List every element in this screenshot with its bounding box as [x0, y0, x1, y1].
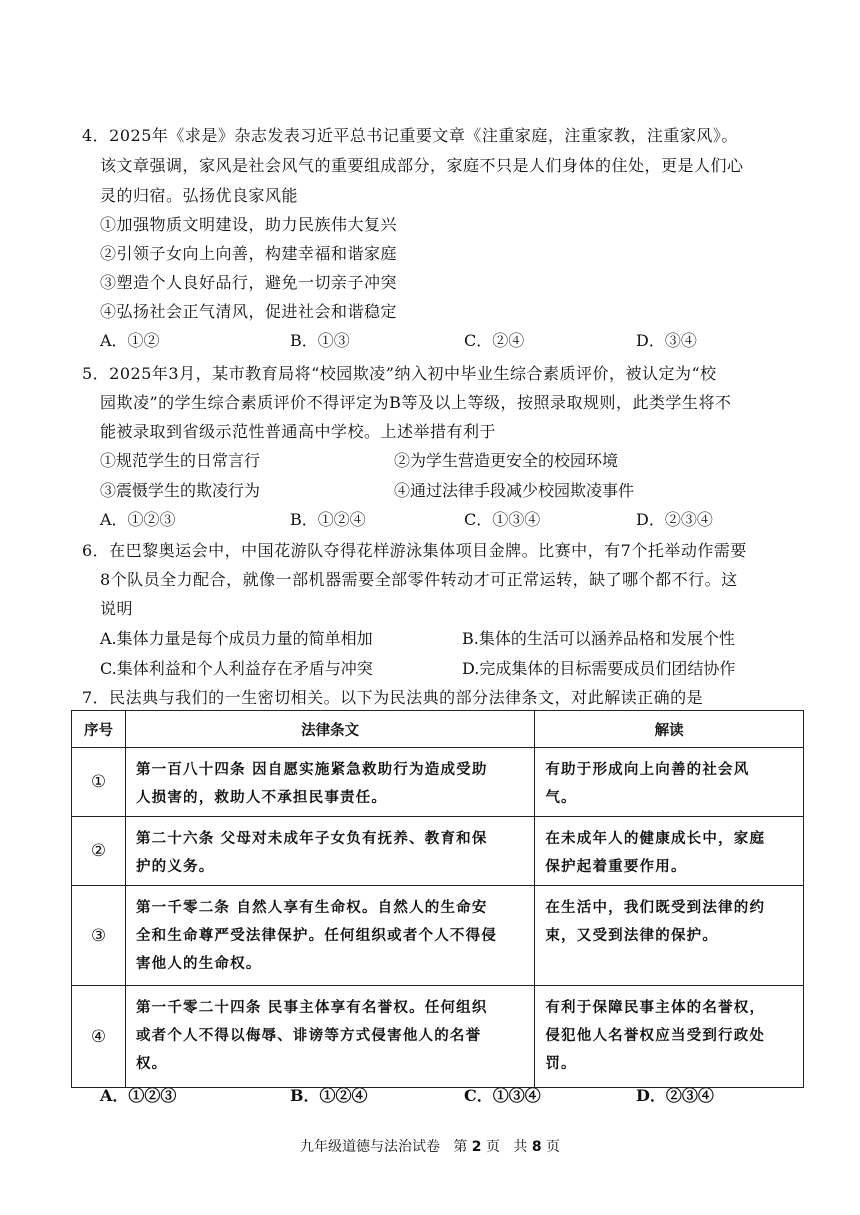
q4-item-1: ①加强物质文明建设，助力民族伟大复兴: [100, 215, 398, 234]
row-number: ③: [72, 886, 126, 986]
q4-item-4: ④弘扬社会正气清风，促进社会和谐稳定: [100, 302, 398, 321]
row-number: ①: [72, 748, 126, 817]
interpretation-line: 有利于保障民事主体的名誉权，: [545, 1000, 766, 1016]
q5-option-d: D．②③④: [636, 510, 713, 529]
table-header-row: [72, 711, 804, 748]
q5-line-3: 能被录取到省级示范性普通高中学校。上述举措有利于: [100, 422, 497, 441]
row-number: ④: [72, 986, 126, 1088]
q5-item-2: ②为学生营造更安全的校园环境: [394, 451, 619, 470]
q6-line-1: 6．在巴黎奥运会中，中国花游队夺得花样游泳集体项目金牌。比赛中，有7个托举动作需要: [82, 541, 747, 560]
q6-option-d: D.完成集体的目标需要成员们团结协作: [462, 659, 736, 678]
header-interpretation: 解读: [535, 711, 804, 748]
interpretation-line: 在未成年人的健康成长中，家庭: [545, 831, 766, 847]
law-article: [125, 748, 534, 817]
footer-page-prefix: 第: [453, 1139, 468, 1155]
q5-option-c: C．①③④: [464, 510, 541, 529]
law-article: [125, 986, 534, 1088]
q4-line-2: 该文章强调，家风是社会风气的重要组成部分，家庭不只是人们身体的住处，更是人们心: [100, 156, 744, 175]
q4-line-3: 灵的归宿。弘扬优良家风能: [100, 186, 299, 205]
q5-item-3: ③震慑学生的欺凌行为: [100, 481, 261, 500]
q4-item-3: ③塑造个人良好品行，避免一切亲子冲突: [100, 273, 398, 292]
law-article-line: 全和生命尊严受法律保护。任何组织或者个人不得侵: [135, 928, 498, 944]
q7-stem: 7．民法典与我们的一生密切相关。以下为民法典的部分法律条文，对此解读正确的是: [82, 688, 704, 707]
q6-line-2: 8个队员全力配合，就像一部机器需要全部零件转动才可正常运转，缺了哪个都不行。这: [100, 570, 738, 589]
page-footer: [0, 1136, 860, 1156]
interpretation-line: 侵犯他人名誉权应当受到行政处: [545, 1028, 766, 1044]
law-article-line: 害他人的生命权。: [135, 956, 262, 972]
law-article-line: 第一千零二十四条 民事主体享有名誉权。任何组织: [135, 1000, 488, 1016]
law-article-line: 权。: [135, 1056, 168, 1072]
interpretation-line: 气。: [545, 790, 577, 806]
q7-option-b: B．①②④: [290, 1086, 368, 1105]
interpretation: [535, 886, 804, 986]
interpretation: [535, 986, 804, 1088]
q7-option-a: A．①②③: [100, 1086, 177, 1105]
q4-option-c: C．②④: [464, 331, 525, 350]
law-article-line: 或者个人不得以侮辱、诽谤等方式侵害他人的名誉: [135, 1028, 482, 1044]
law-article-line: 护的义务。: [135, 859, 215, 875]
q6-line-3: 说明: [100, 599, 134, 618]
q7-option-c: C．①③④: [464, 1086, 541, 1105]
interpretation-line: 有助于形成向上向善的社会风: [545, 762, 750, 778]
q4-item-2: ②引领子女向上向善，构建幸福和谐家庭: [100, 244, 398, 263]
table-row: [72, 986, 804, 1088]
footer-total-unit: 页: [546, 1139, 561, 1155]
law-article: [125, 817, 534, 886]
row-number: ②: [72, 817, 126, 886]
table-row: [72, 886, 804, 986]
law-article-line: 人损害的，救助人不承担民事责任。: [135, 790, 388, 806]
footer-page-unit: 页: [486, 1139, 500, 1155]
interpretation-line: 罚。: [545, 1056, 577, 1072]
footer-course: 九年级道德与法治试卷: [299, 1139, 440, 1155]
interpretation-line: 在生活中，我们既受到法律的约: [545, 900, 766, 916]
q6-option-c: C.集体利益和个人利益存在矛盾与冲突: [100, 659, 373, 678]
q6-option-b: B.集体的生活可以涵养品格和发展个性: [462, 629, 735, 648]
q4-option-b: B．①③: [290, 331, 350, 350]
interpretation: [535, 817, 804, 886]
q4-option-d: D．③④: [636, 331, 697, 350]
q6-option-a: A.集体力量是每个成员力量的简单相加: [100, 629, 373, 648]
civil-code-table: [71, 710, 804, 1088]
footer-total-number: 8: [531, 1139, 542, 1155]
interpretation: [535, 748, 804, 817]
law-article-line: 第一百八十四条 因自愿实施紧急救助行为造成受助: [135, 762, 488, 778]
q4-option-a: A．①②: [100, 331, 160, 350]
table-row: [72, 817, 804, 886]
q4-line-1: 4．2025年《求是》杂志发表习近平总书记重要文章《注重家庭，注重家教，注重家风》。: [82, 126, 738, 145]
q5-line-1: 5．2025年3月，某市教育局将“校园欺凌”纳入初中毕业生综合素质评价，被认定为“校: [82, 364, 717, 383]
q7-option-d: D．②③④: [636, 1086, 714, 1105]
interpretation-line: 束，又受到法律的保护。: [545, 928, 719, 944]
q5-item-1: ①规范学生的日常言行: [100, 451, 261, 470]
law-article-line: 第二十六条 父母对未成年子女负有抚养、教育和保: [135, 831, 488, 847]
q5-option-b: B．①②④: [290, 510, 366, 529]
table-row: [72, 748, 804, 817]
q5-line-2: 园欺凌”的学生综合素质评价不得评定为B等及以上等级，按照录取规则，此类学生将不: [100, 393, 732, 412]
q5-option-a: A．①②③: [100, 510, 176, 529]
law-article: [125, 886, 534, 986]
footer-page-number: 2: [471, 1139, 482, 1155]
q5-item-4: ④通过法律手段减少校园欺凌事件: [394, 481, 635, 500]
footer-total-prefix: 共: [513, 1139, 528, 1155]
interpretation-line: 保护起着重要作用。: [545, 859, 687, 875]
law-article-line: 第一千零二条 自然人享有生命权。自然人的生命安: [135, 900, 488, 916]
header-law: 法律条文: [125, 711, 534, 748]
header-number: 序号: [72, 711, 126, 748]
